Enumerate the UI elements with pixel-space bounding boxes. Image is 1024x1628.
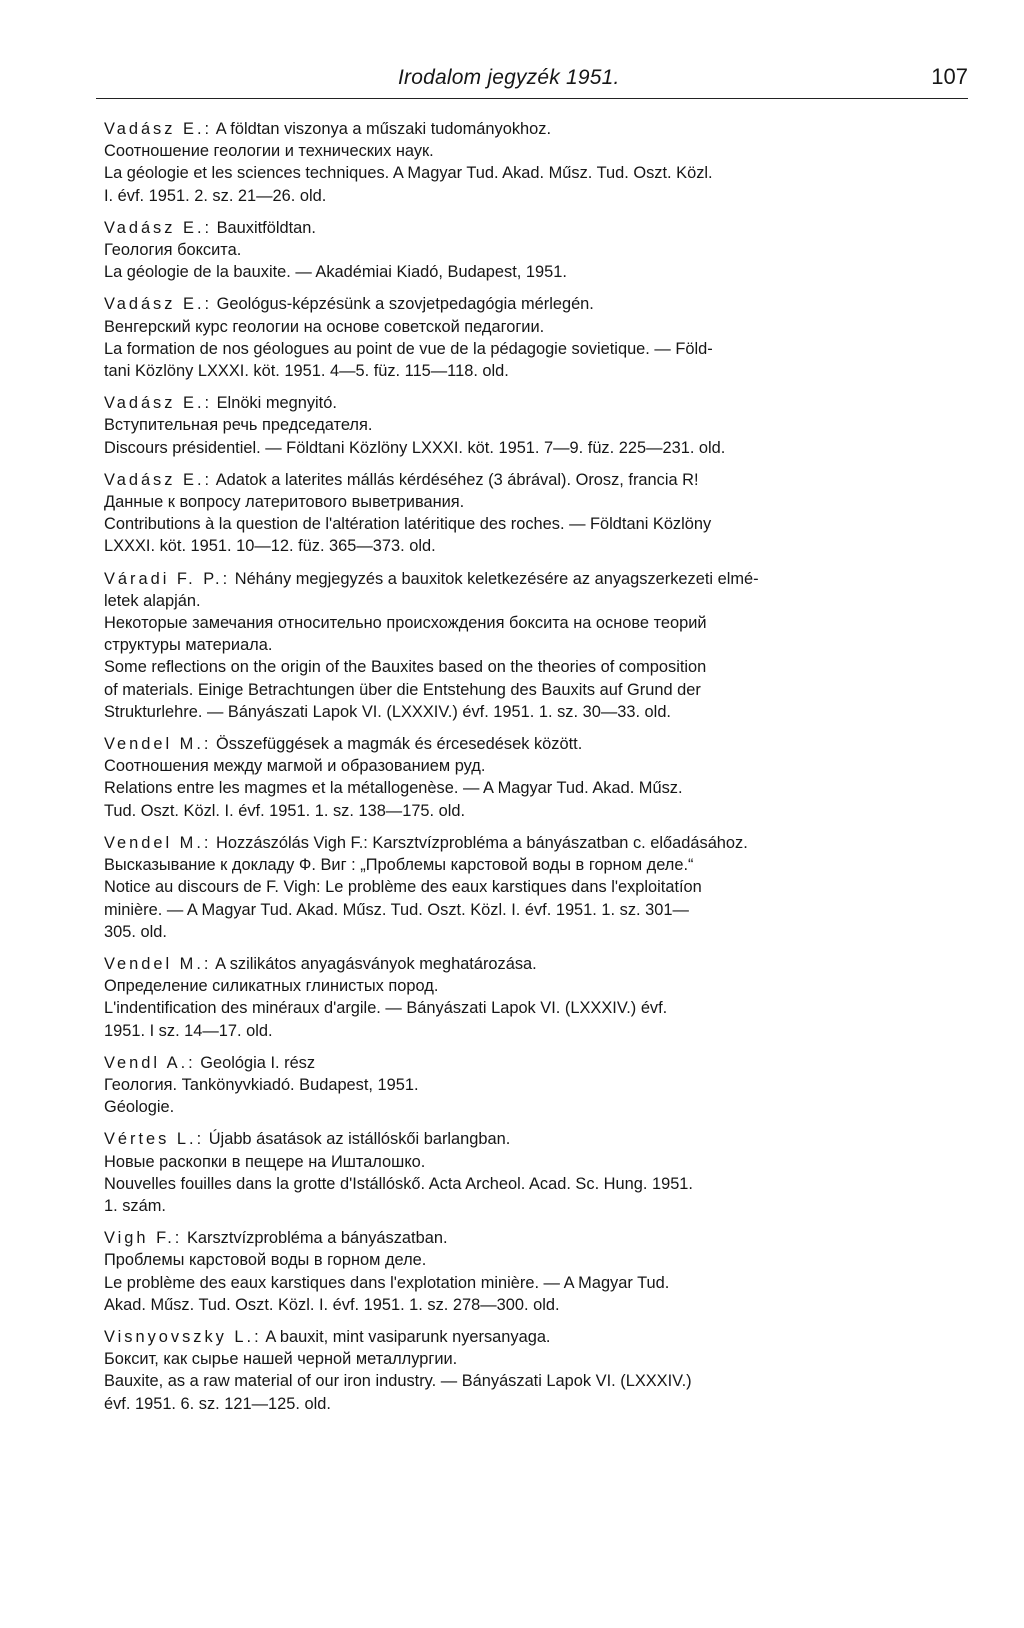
- entry-author: Vendel M.:: [104, 833, 212, 852]
- entry-title-foreign: évf. 1951. 6. sz. 121—125. old.: [104, 1394, 331, 1413]
- entry-title-foreign: Notice au discours de F. Vigh: Le problème des eaux karstiques dans l'exploitatíon: [104, 878, 702, 897]
- entry-author: Vadász E.:: [104, 295, 213, 314]
- entry-title-foreign: La formation de nos géologues au point de vue de la pédagogie sovietique. — Föld-: [104, 339, 713, 358]
- entry-first-line: [104, 469, 968, 491]
- entry-title-foreign: I. évf. 1951. 2. sz. 21—26. old.: [104, 186, 327, 205]
- entry-author: Vadász E.:: [104, 470, 213, 489]
- entry-title-hungarian: Újabb ásatások az istállóskői barlangban.: [208, 1130, 511, 1149]
- bibliography-entry: [104, 832, 968, 943]
- entry-author: Vigh F.:: [104, 1229, 183, 1248]
- entry-title-russian: Новые раскопки в пещере на Ишталошко.: [104, 1152, 426, 1171]
- entry-first-line: [104, 1227, 968, 1249]
- entry-title-hungarian: Bauxitföldtan.: [216, 218, 316, 237]
- bibliography-entry: [104, 568, 968, 723]
- entry-author: Vendel M.:: [104, 954, 212, 973]
- bibliography-entry: [104, 953, 968, 1042]
- entry-author: Vadász E.:: [104, 394, 213, 413]
- entry-first-line: [104, 832, 968, 854]
- entry-title-foreign: Le problème des eaux karstiques dans l'explotation minière. — A Magyar Tud.: [104, 1273, 670, 1292]
- entry-title-foreign: tani Közlöny LXXXI. köt. 1951. 4—5. füz. 115—118. old.: [104, 362, 509, 381]
- entry-title-russian: Некоторые замечания относительно происхождения боксита на основе теорий: [104, 614, 707, 633]
- entry-first-line: [104, 392, 968, 414]
- page-number: 107: [931, 64, 968, 89]
- entry-title-foreign: LXXXI. köt. 1951. 10—12. füz. 365—373. old.: [104, 537, 436, 556]
- bibliography-entry: [104, 118, 968, 207]
- entry-title-foreign: Géologie.: [104, 1098, 175, 1117]
- entry-title-hungarian: Összefüggések a magmák és ércesedések között.: [216, 735, 583, 754]
- entry-title-foreign: 305. old.: [104, 922, 167, 941]
- bibliography-entry: [104, 293, 968, 382]
- bibliography-entry: [104, 392, 968, 459]
- entry-title-russian: Боксит, как сырье нашей черной металлургии.: [104, 1350, 458, 1369]
- bibliography-entry: [104, 1227, 968, 1316]
- entry-title-russian: Венгерский курс геологии на основе советской педагогии.: [104, 317, 545, 336]
- entry-author: Vendel M.:: [104, 735, 212, 754]
- entry-title-foreign: Strukturlehre. — Bányászati Lapok VI. (LXXXIV.) évf. 1951. 1. sz. 30—33. old.: [104, 702, 671, 721]
- entry-title-hungarian: Geológus-képzésünk a szovjetpedagógia mérlegén.: [216, 295, 594, 314]
- entry-title-russian: структуры материала.: [104, 636, 273, 655]
- running-title: Irodalom jegyzék 1951.: [398, 66, 620, 89]
- entry-title-foreign: La géologie et les sciences techniques. A Magyar Tud. Akad. Műsz. Tud. Oszt. Közl.: [104, 164, 713, 183]
- entry-title-foreign: Tud. Oszt. Közl. I. évf. 1951. 1. sz. 138—175. old.: [104, 801, 466, 820]
- bibliography-entry: [104, 1052, 968, 1119]
- entry-title-russian: Геология боксита.: [104, 241, 242, 260]
- entry-first-line: [104, 118, 968, 140]
- bibliography-list: [104, 118, 968, 1425]
- entry-title-hungarian: Hozzászólás Vigh F.: Karsztvízprobléma a bányászatban c. előadásához.: [216, 833, 748, 852]
- entry-first-line: [104, 953, 968, 975]
- entry-first-line: [104, 1128, 968, 1150]
- bibliography-entry: [104, 733, 968, 822]
- entry-title-hungarian: Adatok a laterites mállás kérdéséhez (3 ábrával). Orosz, francia R!: [215, 470, 699, 489]
- entry-title-foreign: Discours présidentiel. — Földtani Közlöny LXXXI. köt. 1951. 7—9. füz. 225—231. old.: [104, 438, 726, 457]
- bibliography-entry: [104, 217, 968, 284]
- entry-title-russian: Высказывание к докладу Ф. Виг : „Проблемы карстовой воды в горном деле.“: [104, 856, 694, 875]
- entry-title-hungarian: Néhány megjegyzés a bauxitok keletkezésére az anyagszerkezeti elmé-: [234, 569, 759, 588]
- entry-author: Visnyovszky L.:: [104, 1327, 262, 1346]
- entry-author: Váradi F. P.:: [104, 569, 231, 588]
- entry-title-foreign: Akad. Műsz. Tud. Oszt. Közl. I. évf. 1951. 1. sz. 278—300. old.: [104, 1295, 560, 1314]
- bibliography-entry: [104, 469, 968, 558]
- bibliography-entry: [104, 1128, 968, 1217]
- entry-title-foreign: Relations entre les magmes et la métallogenèse. — A Magyar Tud. Akad. Műsz.: [104, 779, 683, 798]
- entry-first-line: [104, 568, 968, 590]
- entry-title-russian: Вступительная речь председателя.: [104, 416, 373, 435]
- entry-title-russian: Геология. Tankönyvkiadó. Budapest, 1951.: [104, 1075, 419, 1094]
- entry-title-russian: Проблемы карстовой воды в горном деле.: [104, 1251, 427, 1270]
- entry-title-foreign: of materials. Einige Betrachtungen über die Entstehung des Bauxits auf Grund der: [104, 680, 701, 699]
- entry-title-foreign: Contributions à la question de l'altération latéritique des roches. — Földtani Közlöny: [104, 515, 712, 534]
- entry-first-line: [104, 1052, 968, 1074]
- entry-title-hungarian: Geológia I. rész: [200, 1053, 316, 1072]
- entry-title-foreign: 1951. I sz. 14—17. old.: [104, 1021, 273, 1040]
- entry-author: Vendl A.:: [104, 1053, 196, 1072]
- entry-author: Vadász E.:: [104, 120, 213, 138]
- entry-author: Vértes L.:: [104, 1130, 205, 1149]
- page-header: [96, 62, 968, 99]
- entry-title-hungarian: A bauxit, mint vasiparunk nyersanyaga.: [265, 1327, 551, 1346]
- entry-title-hungarian: Elnöki megnyitó.: [216, 394, 337, 413]
- entry-line: letek alapján.: [104, 591, 201, 610]
- entry-title-russian: Соотношения между магмой и образованием руд.: [104, 757, 486, 776]
- entry-first-line: [104, 733, 968, 755]
- entry-title-foreign: Nouvelles fouilles dans la grotte d'Istállóskő. Acta Archeol. Acad. Sc. Hung. 1951.: [104, 1174, 693, 1193]
- entry-title-foreign: 1. szám.: [104, 1196, 166, 1215]
- entry-title-russian: Определение силикатных глинистых пород.: [104, 977, 439, 996]
- entry-title-hungarian: Karsztvízprobléma a bányászatban.: [186, 1229, 448, 1248]
- entry-title-foreign: Some reflections on the origin of the Bauxites based on the theories of composition: [104, 658, 707, 677]
- entry-title-hungarian: A szilikátos anyagásványok meghatározása.: [215, 954, 537, 973]
- entry-first-line: [104, 293, 968, 315]
- entry-title-foreign: L'indentification des minéraux d'argile. — Bányászati Lapok VI. (LXXXIV.) évf.: [104, 999, 668, 1018]
- entry-title-hungarian: A földtan viszonya a műszaki tudományokhoz.: [215, 120, 551, 138]
- entry-first-line: [104, 1326, 968, 1348]
- entry-first-line: [104, 217, 968, 239]
- entry-author: Vadász E.:: [104, 218, 213, 237]
- entry-title-foreign: Bauxite, as a raw material of our iron industry. — Bányászati Lapok VI. (LXXXIV.): [104, 1372, 692, 1391]
- bibliography-entry: [104, 1326, 968, 1415]
- entry-title-foreign: minière. — A Magyar Tud. Akad. Műsz. Tud. Oszt. Közl. I. évf. 1951. 1. sz. 301—: [104, 900, 689, 919]
- entry-title-russian: Данные к вопросу латеритового выветривания.: [104, 493, 465, 512]
- entry-title-foreign: La géologie de la bauxite. — Akadémiai Kiadó, Budapest, 1951.: [104, 263, 567, 282]
- entry-title-russian: Соотношение геологии и технических наук.: [104, 142, 434, 161]
